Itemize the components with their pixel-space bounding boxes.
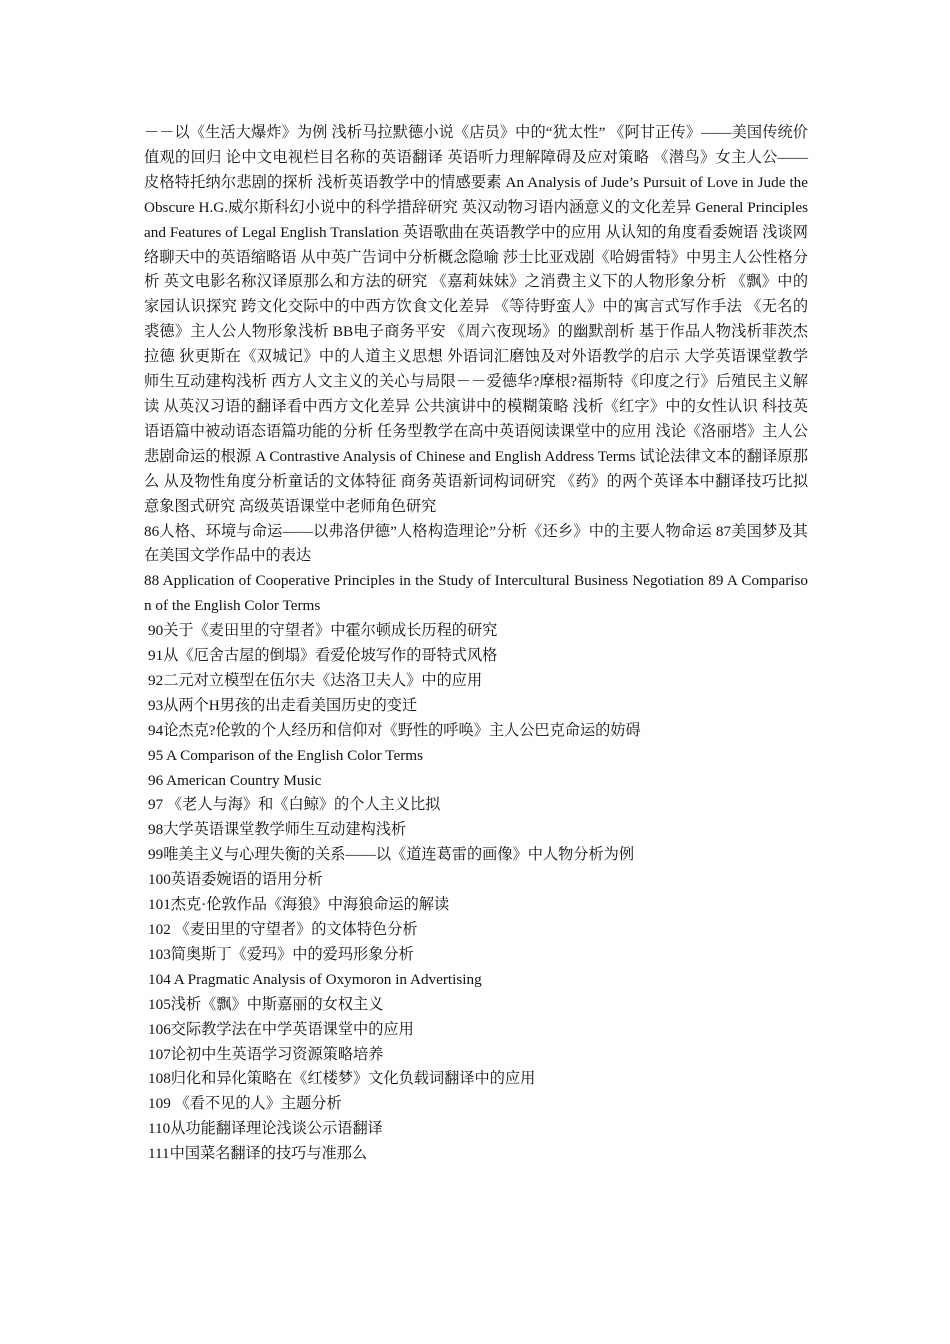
- list-item: 98大学英语课堂教学师生互动建构浅析: [148, 821, 407, 839]
- list-item: 100英语委婉语的语用分析: [148, 871, 323, 889]
- list-item: 111中国菜名翻译的技巧与准那么: [148, 1145, 368, 1163]
- list-item: 105浅析《飘》中斯嘉丽的女权主义: [148, 995, 384, 1013]
- list-item: 94论杰克?伦敦的个人经历和信仰对《野性的呼唤》主人公巴克命运的妨碍: [148, 721, 641, 739]
- list-item: 97 《老人与海》和《白鲸》的个人主义比拟: [148, 796, 441, 814]
- list-item: 92二元对立模型在伍尔夫《达洛卫夫人》中的应用: [148, 671, 483, 689]
- topic-paragraph: 88 Application of Cooperative Principles in the Study of Intercultural Business Negotiation 89 A Comparison of the English Color Terms: [144, 572, 808, 615]
- document-body: [144, 121, 808, 1167]
- list-item: 91从《厄舍古屋的倒塌》看爱伦坡写作的哥特式风格: [148, 647, 498, 665]
- topic-paragraph: －－以《生活大爆炸》为例 浅析马拉默德小说《店员》中的“犹太性” 《阿甘正传》——美国传统价值观的回归 论中文电视栏目名称的英语翻译 英语听力理解障碍及应对策略 《潜鸟》女主人公——皮格特托纳尔悲剧的探析 浅析英语教学中的情感要素 An Analysis of Jude’s Pursuit of Love in Jude the Obscure H.G.威尔斯科幻小说中的科学措辞研究 英汉动物习语内涵意义的文化差异 General Principles and Features of Legal English Translation 英语歌曲在英语教学中的应用 从认知的角度看委婉语 浅谈网络聊天中的英语缩略语 从中英广告词中分析概念隐喻 莎士比亚戏剧《哈姆雷特》中男主人公性格分析 英文电影名称汉译原那么和方法的研究 《嘉莉妹妹》之消费主义下的人物形象分析 《飘》中的家园认识探究 跨文化交际中的中西方饮食文化差异 《等待野蛮人》中的寓言式写作手法 《无名的裘德》主人公人物形象浅析 BB电子商务平安 《周六夜现场》的幽默剖析 基于作品人物浅析菲茨杰拉德 狄更斯在《双城记》中的人道主义思想 外语词汇磨蚀及对外语教学的启示 大学英语课堂教学师生互动建构浅析 西方人文主义的关心与局限－－爱德华?摩根?福斯特《印度之行》后殖民主义解读 从英汉习语的翻译看中西方文化差异 公共演讲中的模糊策略 浅析《红字》中的女性认识 科技英语语篇中被动语态语篇功能的分析 任务型教学在高中英语阅读课堂中的应用 浅论《洛丽塔》主人公悲剧命运的根源 A Contrastive Analysis of Chinese and English Address Terms 试论法律文本的翻译原那么 从及物性角度分析童话的文体特征 商务英语新词构词研究 《药》的两个英译本中翻译技巧比拟 意象图式研究 高级英语课堂中老师角色研究: [144, 124, 808, 515]
- list-item: 106交际教学法在中学英语课堂中的应用: [148, 1020, 414, 1038]
- list-item: 108归化和异化策略在《红楼梦》文化负载词翻译中的应用: [148, 1070, 536, 1088]
- list-item: 104 A Pragmatic Analysis of Oxymoron in Advertising: [148, 970, 482, 988]
- list-item: 95 A Comparison of the English Color Terms: [148, 746, 423, 764]
- list-item: 103简奥斯丁《爱玛》中的爱玛形象分析: [148, 945, 414, 963]
- list-item: 109 《看不见的人》主题分析: [148, 1095, 342, 1113]
- list-item: 101杰克·伦敦作品《海狼》中海狼命运的解读: [148, 896, 450, 914]
- list-item: 107论初中生英语学习资源策略培养: [148, 1045, 384, 1063]
- list-item: 102 《麦田里的守望者》的文体特色分析: [148, 921, 418, 938]
- topic-list: [144, 619, 808, 1167]
- list-item: 90关于《麦田里的守望者》中霍尔顿成长历程的研究: [148, 622, 498, 640]
- topic-paragraph: 86人格、环境与命运——以弗洛伊德”人格构造理论”分析《还乡》中的主要人物命运 87美国梦及其在美国文学作品中的表达: [144, 522, 808, 565]
- list-item: 99唯美主义与心理失衡的关系——以《道连葛雷的画像》中人物分析为例: [148, 846, 634, 864]
- list-item: 110从功能翻译理论浅谈公示语翻译: [148, 1120, 383, 1138]
- list-item: 96 American Country Music: [148, 771, 322, 789]
- list-item: 93从两个H男孩的出走看美国历史的变迁: [148, 696, 418, 714]
